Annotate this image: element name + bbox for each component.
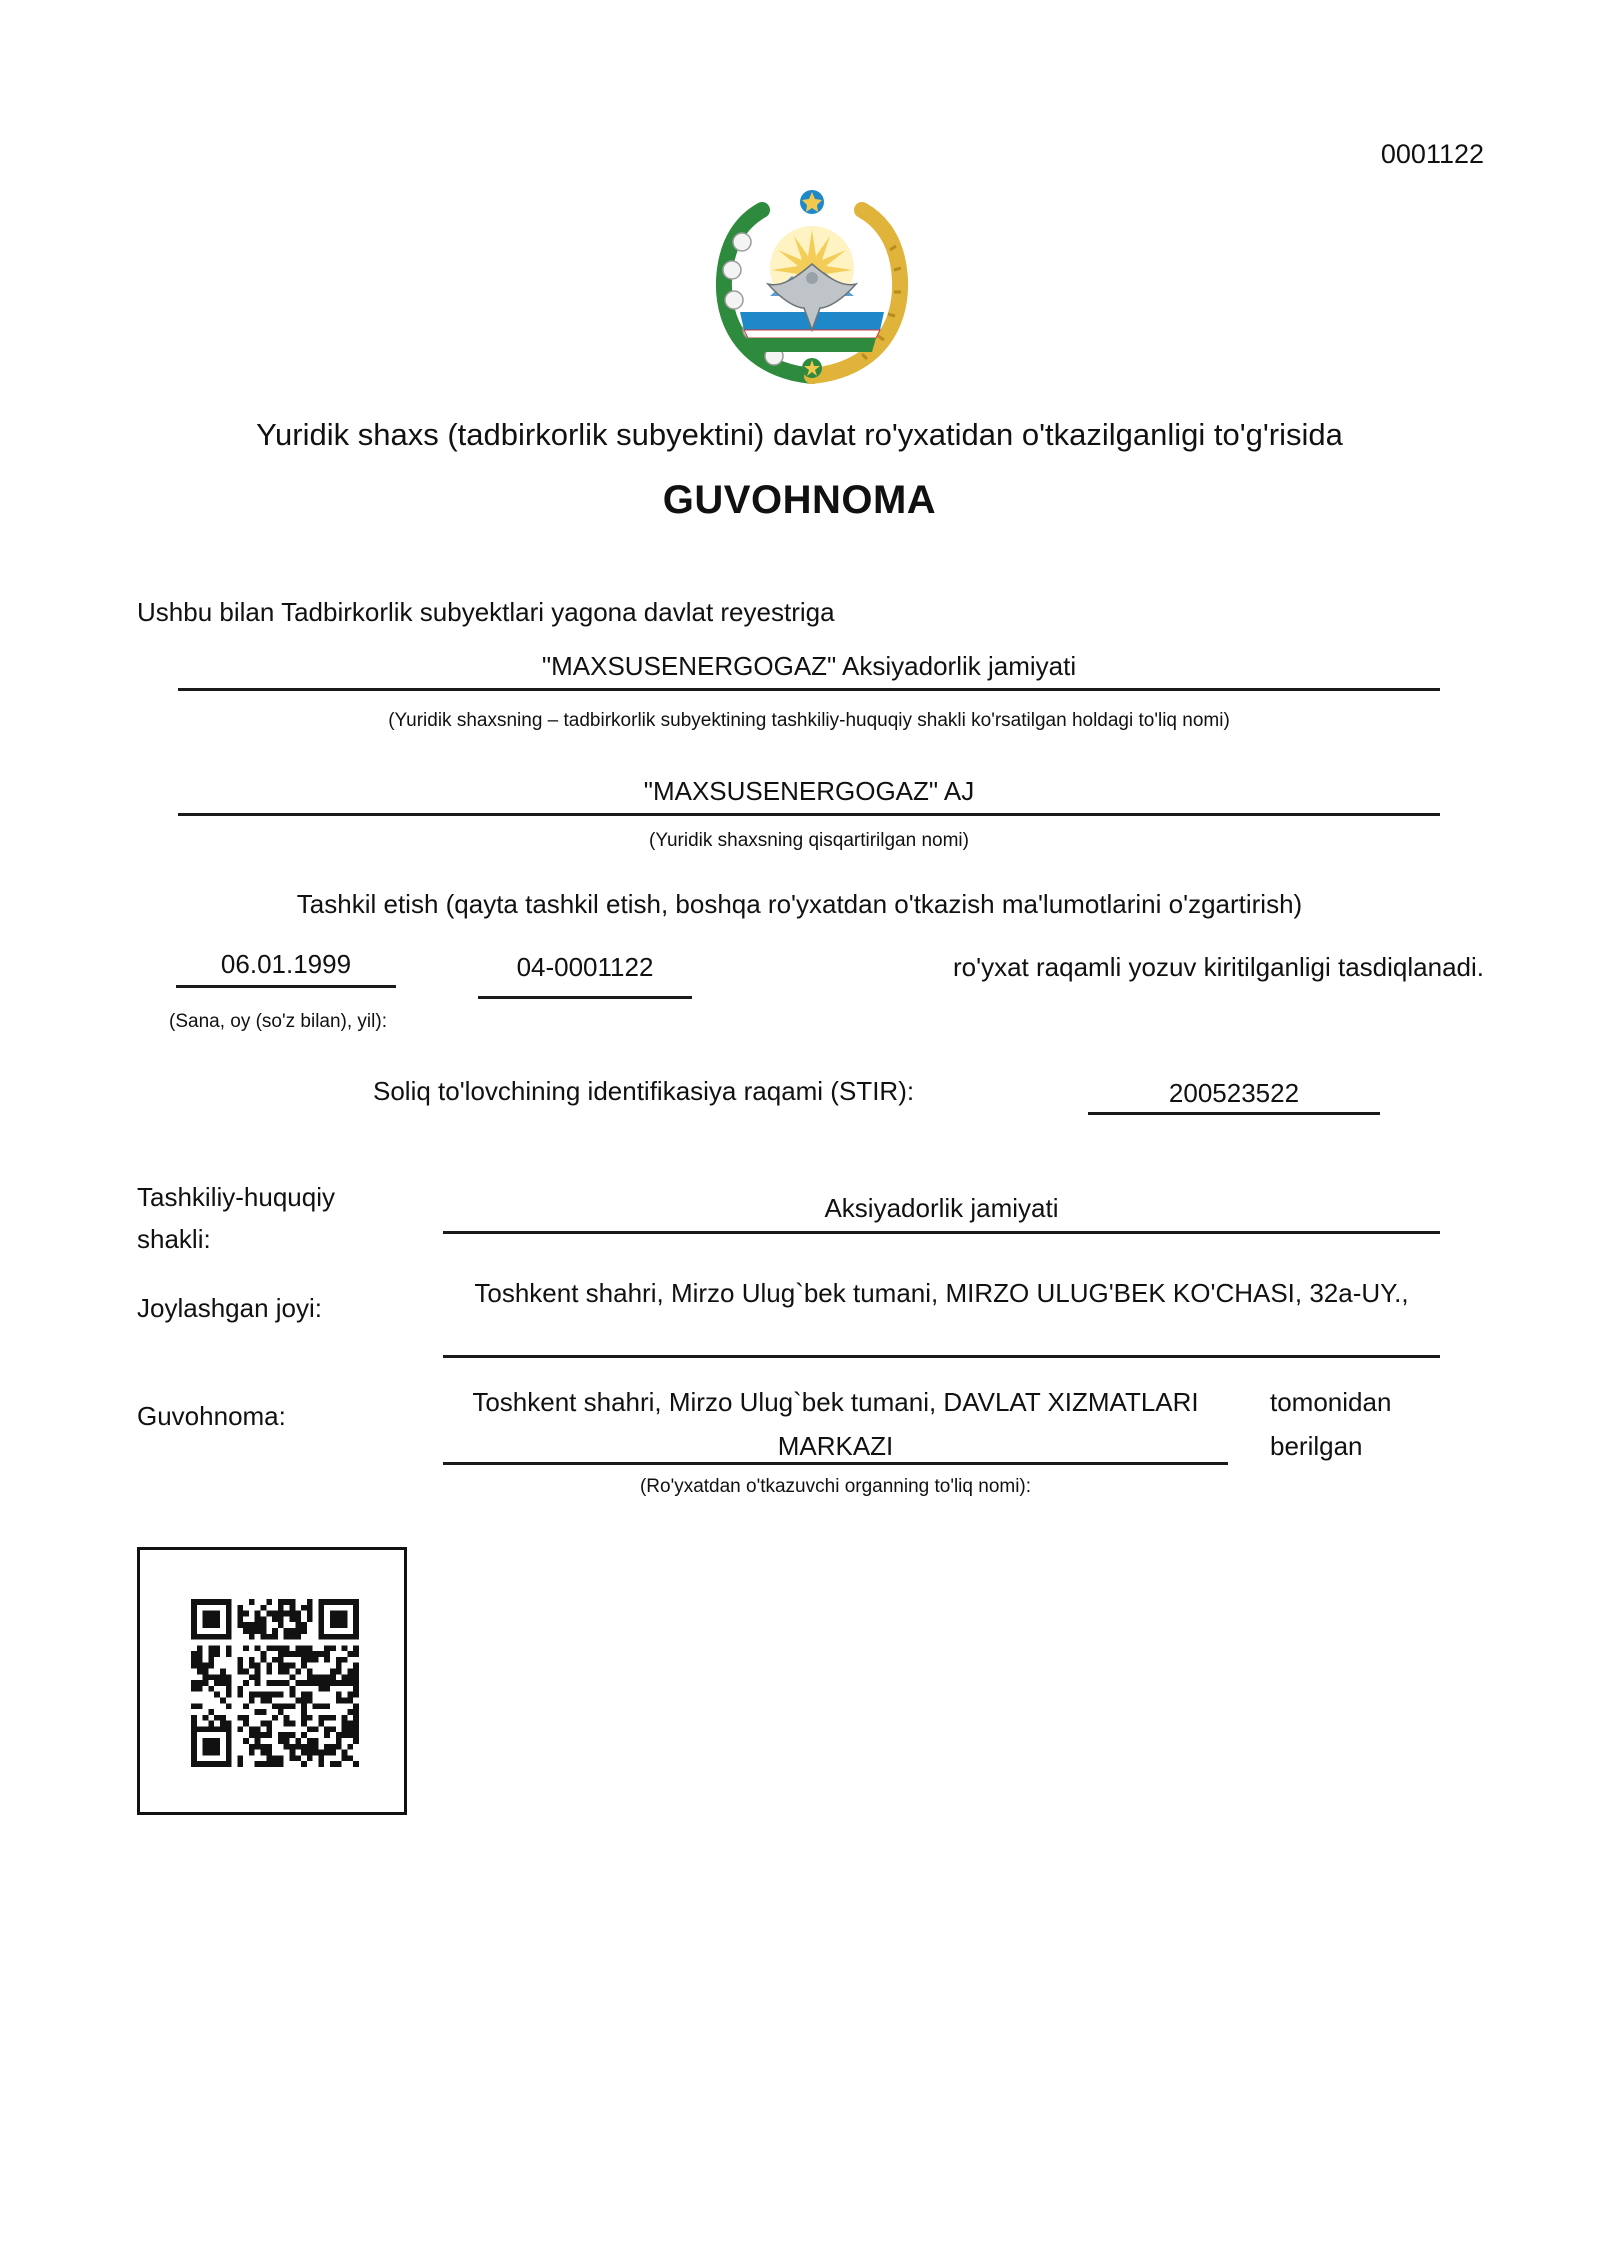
location-label: Joylashgan joyi: bbox=[137, 1293, 322, 1323]
full-name-caption: (Yuridik shaxsning – tadbirkorlik subyektining tashkiliy-huquqiy shakli ko'rsatilgan holdagi to'liq nomi) bbox=[388, 710, 1230, 731]
stir-label: Soliq to'lovchining identifikasiya raqami (STIR): bbox=[373, 1076, 915, 1106]
full-name-underline bbox=[178, 688, 1440, 691]
registration-number-underline bbox=[478, 996, 692, 999]
certificate-issued-by-text: tomonidan berilgan bbox=[1270, 1387, 1392, 1461]
registration-date-value: 06.01.1999 bbox=[220, 949, 352, 979]
serial-number: 0001122 bbox=[1380, 139, 1484, 169]
short-name-caption: (Yuridik shaxsning qisqartirilgan nomi) bbox=[649, 830, 969, 851]
short-name-underline bbox=[178, 813, 1440, 816]
full-name-value: "MAXSUSENERGOGAZ" Aksiyadorlik jamiyati bbox=[541, 651, 1077, 681]
registration-action-text: Tashkil etish (qayta tashkil etish, boshqa ro'yxatdan o'tkazish ma'lumotlarini o'zgartirish) bbox=[296, 889, 1303, 919]
qr-code-frame bbox=[137, 1547, 407, 1815]
registration-confirmation-text: ro'yxat raqamli yozuv kiritilganligi tasdiqlanadi. bbox=[953, 952, 1484, 982]
certificate-issuer-caption: (Ro'yxatdan o'tkazuvchi organning to'liq nomi): bbox=[639, 1476, 1032, 1497]
location-underline bbox=[443, 1355, 1440, 1358]
registry-intro-text: Ushbu bilan Tadbirkorlik subyektlari yagona davlat reyestriga bbox=[137, 597, 835, 627]
short-name-value: "MAXSUSENERGOGAZ" AJ bbox=[643, 776, 975, 806]
registration-number-value: 04-0001122 bbox=[516, 952, 654, 982]
qr-code-icon bbox=[191, 1599, 359, 1767]
certificate-title: GUVOHNOMA bbox=[662, 478, 937, 522]
stir-value: 200523522 bbox=[1168, 1078, 1300, 1108]
legal-form-label: Tashkiliy-huquqiy shakli: bbox=[137, 1182, 335, 1254]
certificate-label: Guvohnoma: bbox=[137, 1401, 286, 1431]
certificate-issuer-underline bbox=[443, 1462, 1228, 1465]
registration-date-underline bbox=[176, 985, 396, 988]
stir-underline bbox=[1088, 1112, 1380, 1115]
certificate-issuer-value: Toshkent shahri, Mirzo Ulug`bek tumani, DAVLAT XIZMATLARI MARKAZI bbox=[472, 1387, 1199, 1461]
uzbekistan-coat-of-arms-icon bbox=[712, 180, 912, 388]
legal-form-underline bbox=[443, 1231, 1440, 1234]
legal-form-value: Aksiyadorlik jamiyati bbox=[824, 1193, 1059, 1223]
certificate-subtitle: Yuridik shaxs (tadbirkorlik subyektini) davlat ro'yxatidan o'tkazilganligi to'g'risida bbox=[256, 417, 1343, 452]
location-value: Toshkent shahri, Mirzo Ulug`bek tumani, MIRZO ULUG'BEK KO'CHASI, 32a-UY., bbox=[474, 1278, 1409, 1308]
date-caption: (Sana, oy (so'z bilan), yil): bbox=[169, 1011, 387, 1032]
